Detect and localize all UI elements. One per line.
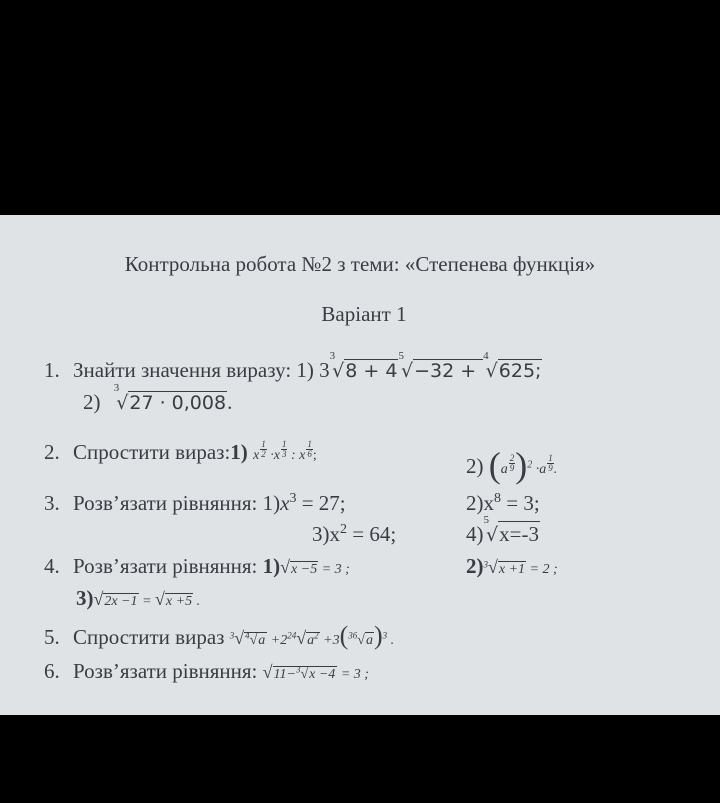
- task-2-part-1-number: 1): [230, 440, 248, 464]
- task-1: 1. Знайти значення виразу: 1) $3^3√8 + 4^5√-32 + ^4√625$;: [44, 350, 542, 382]
- task-4-eq-2-number: 2): [466, 554, 484, 578]
- task-2-expr-2: (a $\frac{2}{9}$ )$^2$ ·a $\frac{1}{9}$ .: [488, 445, 558, 485]
- task-3: [44, 491, 346, 516]
- task-3-eq-4-expr: x=-3: [499, 522, 539, 546]
- task-3-eq-3: [312, 522, 396, 547]
- task-3-eq-2: [466, 491, 540, 516]
- task-3-eq-3-lhs: 3)x: [312, 522, 340, 546]
- task-6-number: 6.: [44, 659, 60, 683]
- task-3-number: 3.: [44, 491, 60, 515]
- task-1-line-2-expr: 27 · 0,008: [129, 392, 227, 414]
- task-4-eq-3-number: 3): [76, 586, 94, 610]
- task-3-eq-1-var: x: [280, 491, 290, 515]
- task-4-eq-3-expr: √2x −1 = √x +5 .: [93, 589, 201, 609]
- task-2: 2. Спростити вираз:1) x $\frac{1}{2}$ ·x $\frac{1}{3}$ : x $\frac{1}{6}$ ;: [44, 439, 317, 464]
- task-2-part-2: [466, 440, 558, 485]
- task-6: [44, 659, 369, 684]
- task-1-line-2: 2) $^3$√27 · 0,008.: [83, 382, 233, 414]
- task-3-text: Розв’язати рівняння: 1): [73, 491, 281, 515]
- task-5-number: 5.: [44, 625, 60, 649]
- task-4-eq-2: [466, 554, 558, 579]
- page-title: Контрольна робота №2 з теми: «Степенева функція»: [124, 252, 596, 276]
- task-3-eq-4: 4)$^5$√x=-3: [466, 514, 539, 546]
- task-4-number: 4.: [44, 554, 60, 578]
- task-6-expr: √11−$^3$√x −4 = 3 ;: [262, 662, 369, 682]
- root-index: 3: [113, 382, 120, 394]
- task-3-eq-1-power: 3: [289, 491, 297, 506]
- task-2-number: 2.: [44, 440, 60, 464]
- root-index: 5: [398, 350, 404, 362]
- task-2-part-2-number: 2): [466, 454, 484, 478]
- task-4-eq-1: √x −5 = 3 ;: [280, 557, 350, 577]
- task-2-expr-1: x $\frac{1}{2}$ ·x $\frac{1}{3}$ : x $\frac{1}{6}$: [253, 439, 312, 463]
- task-1-line-2-end: .: [227, 390, 233, 414]
- task-4-text: Розв’язати рівняння:: [73, 554, 258, 578]
- task-3-eq-4-number: 4): [466, 522, 484, 546]
- task-3-eq-2-lhs: 2)x: [466, 491, 494, 515]
- task-4-eq-1-number: 1): [262, 554, 281, 578]
- task-4-eq-2-expr: $^3$√x +1 = 2 ;: [483, 557, 558, 577]
- task-4: [44, 554, 350, 579]
- task-6-text: Розв’язати рівняння:: [73, 659, 258, 683]
- task-3-eq-3-power: 2: [340, 522, 347, 537]
- task-1-number: 1.: [44, 358, 60, 382]
- task-4-eq-3: [76, 586, 200, 611]
- task-5-text: Спростити вираз: [73, 625, 225, 649]
- root-index: 3: [329, 350, 336, 362]
- task-1-line-2-number: 2): [83, 390, 101, 414]
- task-2-text: Спростити вираз:: [73, 440, 231, 464]
- task-5-expr: $^3√^4√a +2^{24}√a^2 +3(^{36}√a)^3$ .: [229, 621, 395, 650]
- task-3-eq-1-rhs: = 27;: [296, 491, 346, 515]
- variant-heading: Варіант 1: [321, 302, 407, 326]
- root-index: 5: [483, 514, 489, 526]
- task-3-eq-2-power: 8: [494, 491, 501, 506]
- task-3-eq-3-rhs: = 64;: [347, 522, 397, 546]
- task-1-expr-b: −32 +: [414, 360, 483, 382]
- task-3-eq-2-rhs: = 3;: [501, 491, 540, 515]
- task-5: [44, 621, 394, 651]
- task-1-text: Знайти значення виразу: 1) 3: [73, 358, 330, 382]
- task-1-expr-c: 625;: [498, 360, 542, 382]
- paper-sheet: [0, 215, 720, 715]
- root-index: 4: [483, 350, 489, 362]
- task-1-expr-a: 8 + 4: [345, 360, 398, 382]
